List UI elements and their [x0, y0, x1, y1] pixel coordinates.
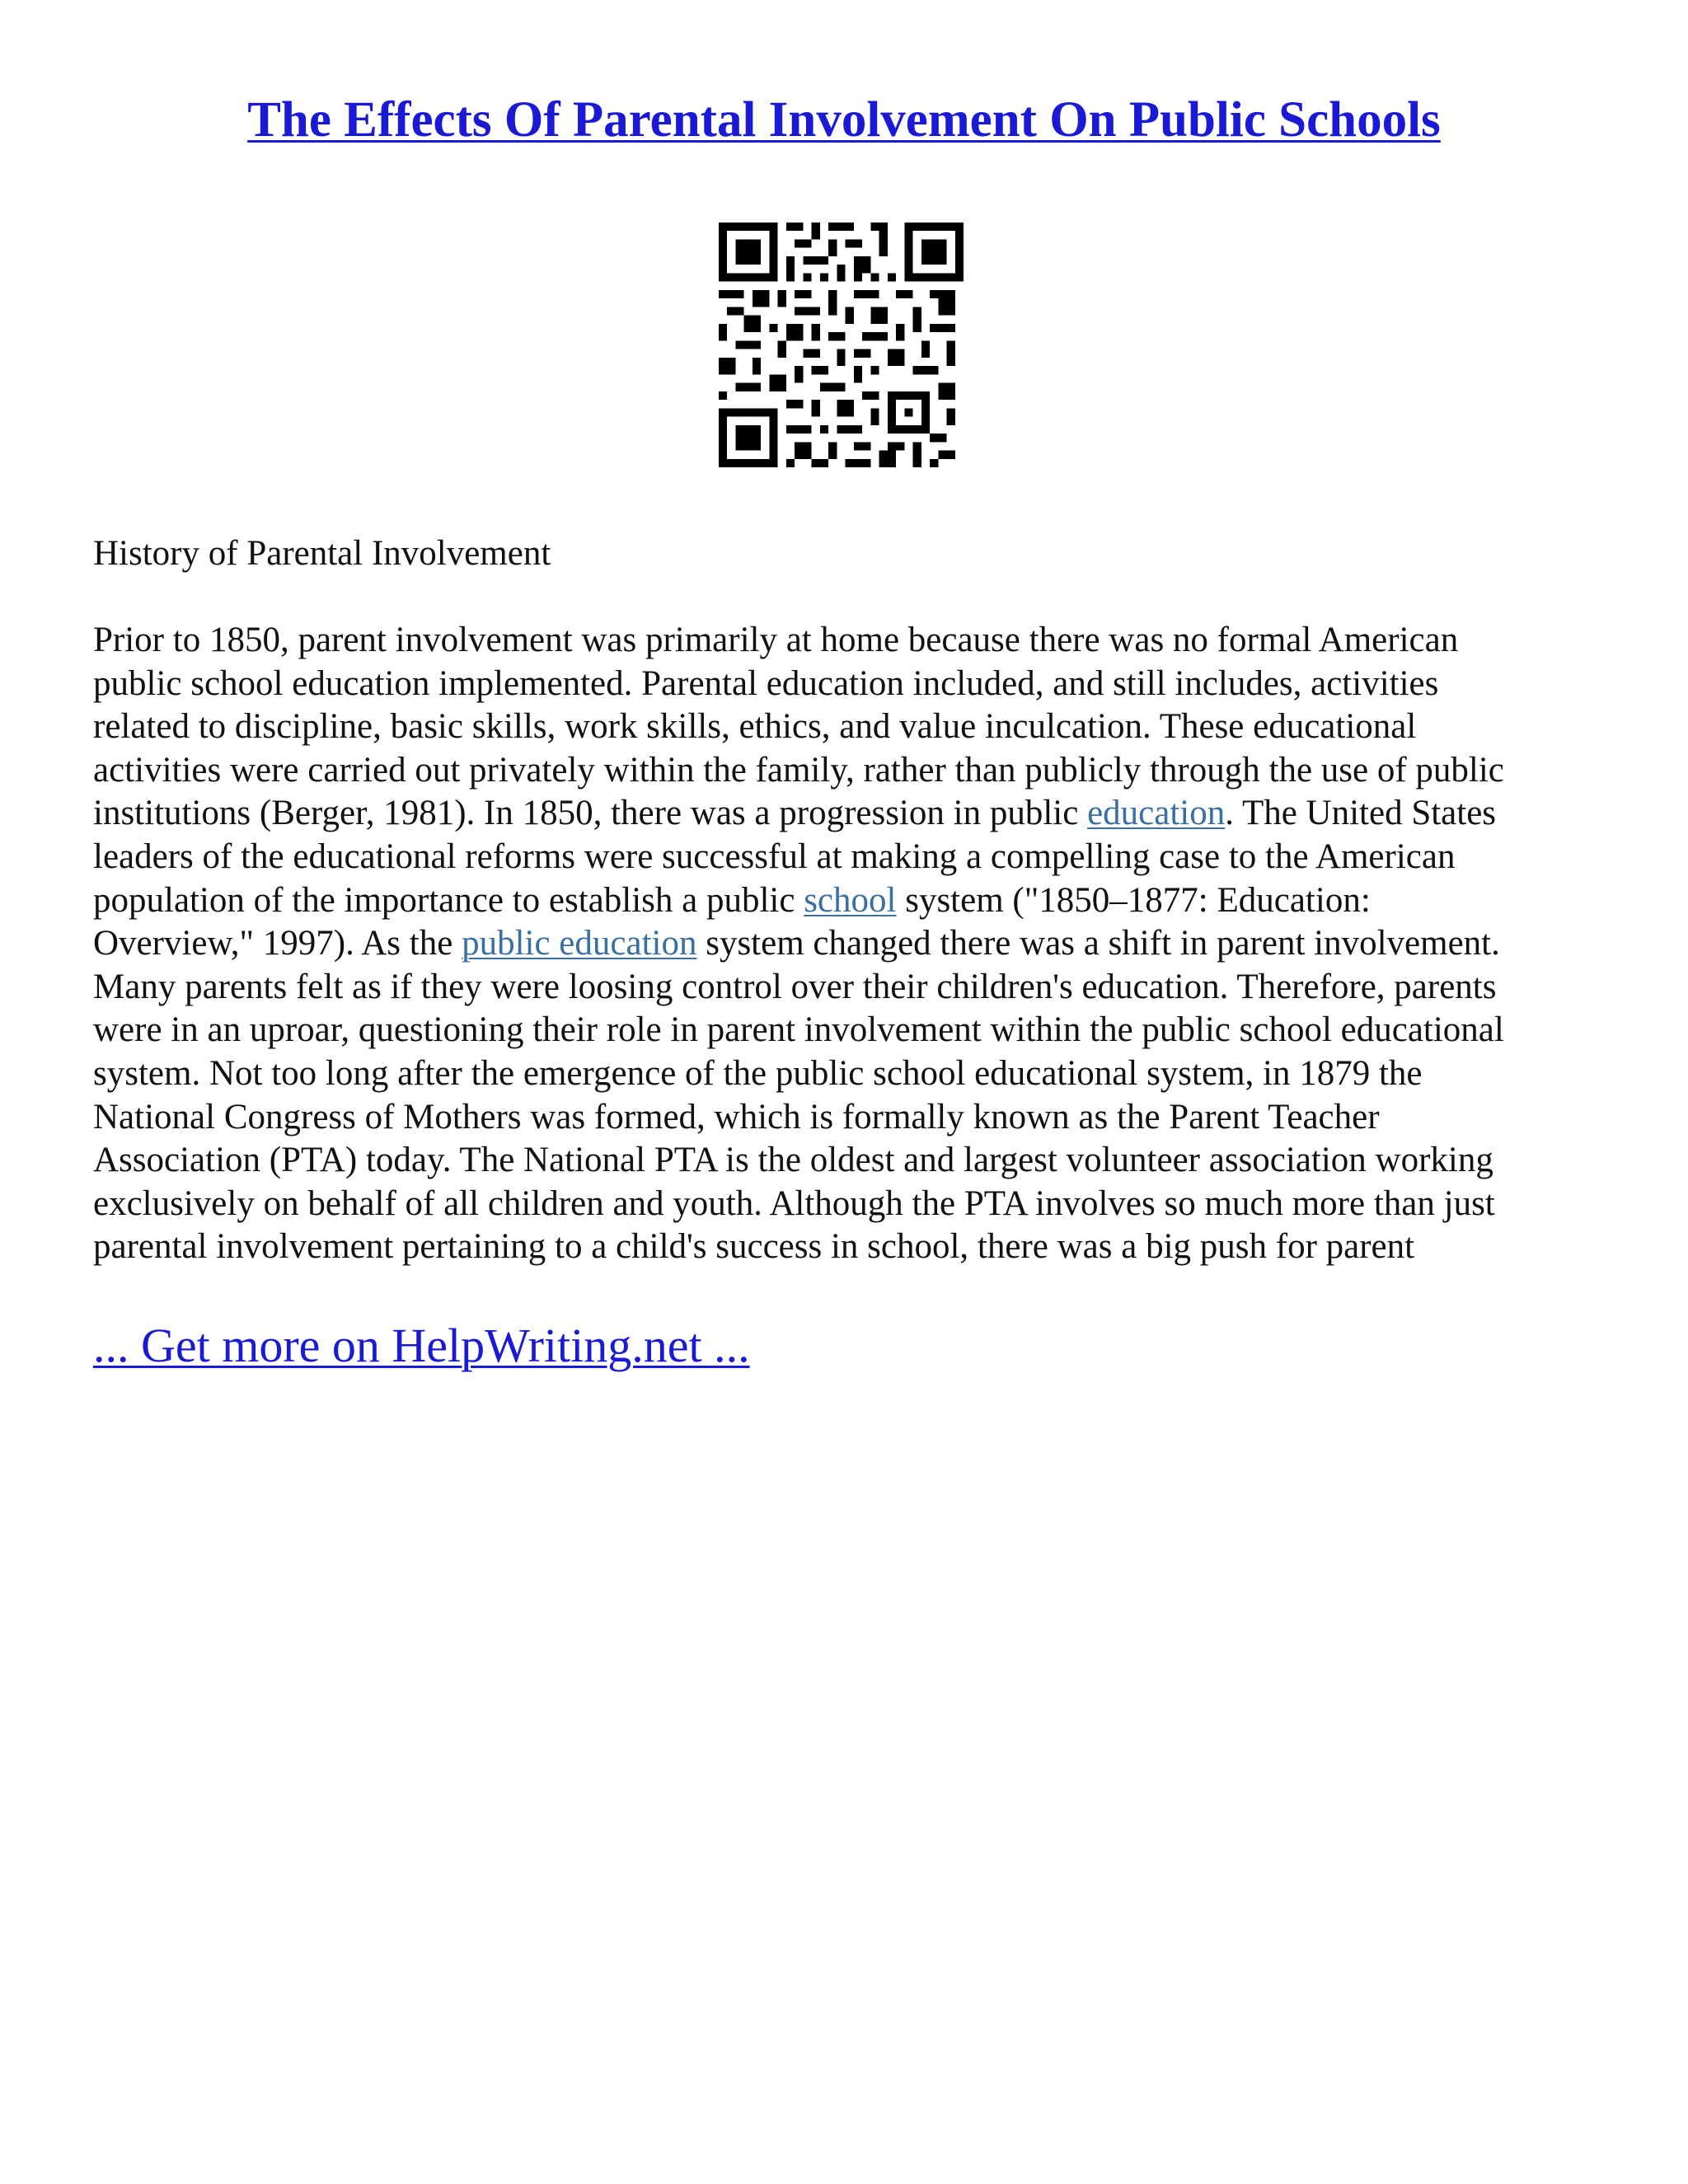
body-line — [93, 705, 1610, 749]
body-text-run: public school education implemented. Parental education included, and still includes, activities — [93, 663, 1439, 703]
education-link[interactable]: education — [1087, 794, 1226, 833]
body-line — [93, 879, 1610, 923]
body-line — [93, 749, 1610, 793]
body-line — [93, 1052, 1610, 1096]
body-text-run: system ("1850–1877: Education: — [896, 880, 1371, 920]
body-line — [93, 836, 1610, 879]
qr-code-graphic — [719, 223, 964, 467]
school-link[interactable]: school — [804, 880, 897, 920]
body-text-run: National Congress of Mothers was formed, which is formally known as the Parent Teacher — [93, 1097, 1380, 1137]
public-education-link[interactable]: public education — [462, 924, 697, 963]
body-line — [93, 1139, 1610, 1183]
body-text-run: system changed there was a shift in parent involvement. — [696, 924, 1500, 963]
body-text-run: population of the importance to establish a public — [93, 880, 804, 920]
body-text-run: . The United States — [1225, 794, 1497, 833]
body-text-run: system. Not too long after the emergence of the public school educational system, in 1879 the — [93, 1053, 1423, 1093]
body-text-run: Many parents felt as if they were loosing control over their children's education. Therefore, parents — [93, 967, 1497, 1006]
body-text-run: leaders of the educational reforms were successful at making a compelling case to the American — [93, 837, 1456, 876]
body-text-run: institutions (Berger, 1981). In 1850, there was a progression in public — [93, 794, 1088, 833]
body-line — [93, 966, 1610, 1010]
body-line — [93, 1096, 1610, 1140]
body-line — [93, 1183, 1610, 1226]
body-text-run: related to discipline, basic skills, work skills, ethics, and value inculcation. These educational — [93, 707, 1417, 747]
qr-code-icon — [719, 223, 964, 467]
body-line — [93, 663, 1610, 706]
body-text-run: activities were carried out privately within the family, rather than publicly through the use of public — [93, 750, 1504, 790]
body-line — [93, 1226, 1610, 1269]
body-text-run: Prior to 1850, parent involvement was primarily at home because there was no formal American — [93, 621, 1459, 659]
body-paragraph — [93, 619, 1610, 1269]
body-line — [93, 792, 1610, 836]
section-heading: History of Parental Involvement — [93, 534, 551, 573]
body-line — [93, 619, 1610, 663]
body-text-run: parental involvement pertaining to a child's success in school, there was a big push for parent — [93, 1227, 1415, 1267]
more-link-container — [93, 1317, 750, 1375]
body-text-run: Association (PTA) today. The National PTA is the oldest and largest volunteer association working — [93, 1141, 1493, 1180]
body-text-run: were in an uproar, questioning their role in parent involvement within the public school educational — [93, 1010, 1504, 1050]
body-text-run: exclusively on behalf of all children and youth. Although the PTA involves so much more than just — [93, 1183, 1495, 1223]
body-text-run: Overview," 1997). As the — [93, 924, 462, 963]
title-link[interactable]: The Effects Of Parental Involvement On Public Schools — [247, 92, 1441, 148]
body-line — [93, 922, 1610, 966]
get-more-link[interactable]: ... Get more on HelpWriting.net ... — [93, 1319, 750, 1372]
body-line — [93, 1009, 1610, 1052]
document-title — [0, 89, 1688, 152]
